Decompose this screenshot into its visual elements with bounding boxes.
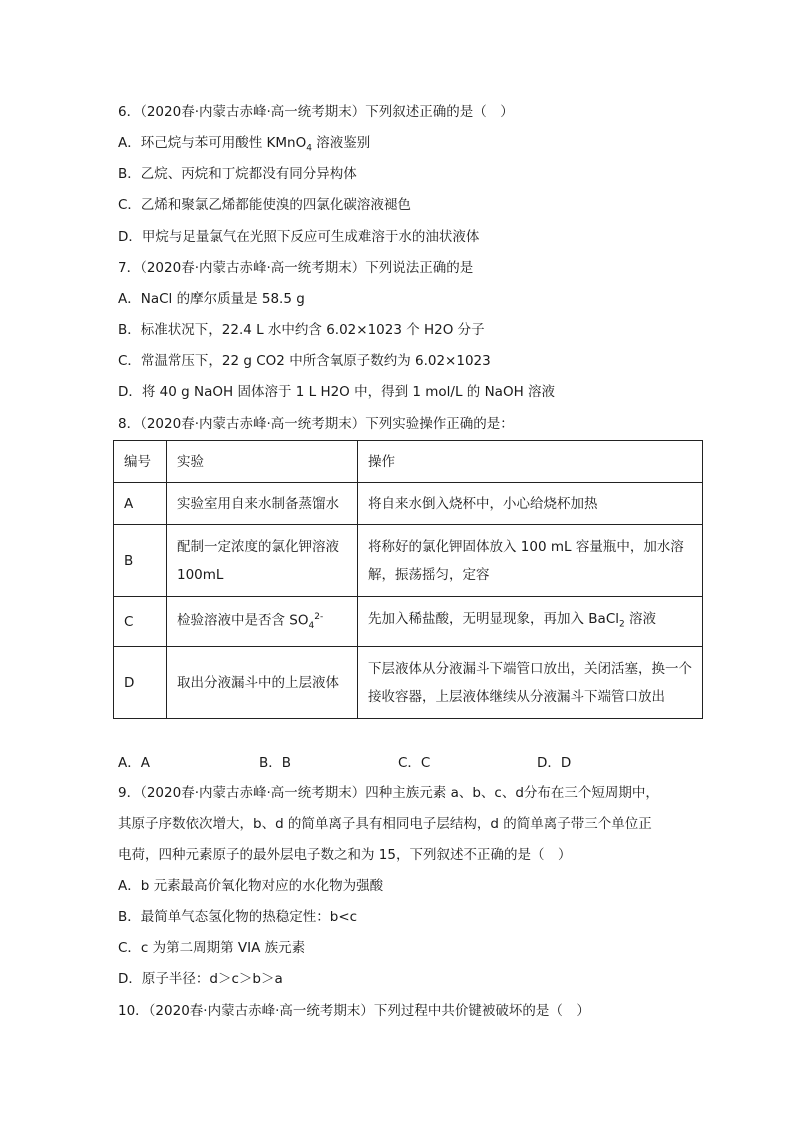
- q9-option-c: C．c 为第二周期第 VIA 族元素: [118, 940, 306, 956]
- q9-option-d: D．原子半径：d＞c＞b＞a: [118, 971, 283, 987]
- q6-option-c: C．乙烯和聚氯乙烯都能使溴的四氯化碳溶液褪色: [118, 197, 411, 213]
- q8-option-a: A．A: [118, 755, 150, 771]
- table-cell-id: D: [114, 647, 167, 719]
- table-cell-op-post: 溶液: [624, 610, 657, 627]
- table-cell-id: B: [114, 525, 167, 597]
- q10-stem: 10．（2020春·内蒙古赤峰·高一统考期末）下列过程中共价键被破坏的是（ ）: [118, 1003, 590, 1019]
- q8-stem: 8．（2020春·内蒙古赤峰·高一统考期末）下列实验操作正确的是：: [118, 416, 514, 432]
- q8-option-b: B．B: [259, 755, 292, 771]
- q6-option-b: B．乙烷、丙烷和丁烷都没有同分异构体: [118, 166, 357, 182]
- table-cell-exp: [167, 597, 358, 647]
- q8-option-c: C．C: [398, 755, 431, 771]
- table-cell-op: 将自来水倒入烧杯中，小心给烧杯加热: [358, 483, 703, 525]
- table-cell-op-pre: 先加入稀盐酸，无明显现象，再加入 BaCl: [368, 610, 620, 627]
- q9-option-b: B．最简单气态氢化物的热稳定性：b<c: [118, 909, 358, 925]
- table-cell-id: C: [114, 597, 167, 647]
- table-cell-op: 下层液体从分液漏斗下端管口放出，关闭活塞，换一个接收容器，上层液体继续从分液漏斗下端管口放出: [358, 647, 703, 719]
- q6-option-a: [118, 133, 370, 159]
- q7-option-d: D．将 40 g NaOH 固体溶于 1 L H2O 中，得到 1 mol/L 的 NaOH 溶液: [118, 384, 556, 400]
- table-row: [114, 483, 703, 525]
- q8-option-d: D．D: [537, 755, 572, 771]
- q9-stem-line3: 电荷，四种元素原子的最外层电子数之和为 15，下列叙述不正确的是（ ）: [118, 847, 572, 863]
- q9-stem-line2: 其原子序数依次增大，b、d 的简单离子具有相同电子层结构，d 的简单离子带三个单位正: [118, 816, 652, 832]
- table-header-row: [114, 441, 703, 483]
- q9-stem-line1: 9．（2020春·内蒙古赤峰·高一统考期末）四种主族元素 a、b、c、d分布在三个短周期中，: [118, 785, 659, 801]
- table-cell-exp-sup: 2-: [314, 612, 324, 622]
- experiment-table: [113, 440, 703, 719]
- q6-option-d: D．甲烷与足量氯气在光照下反应可生成难溶于水的油状液体: [118, 229, 480, 245]
- table-cell-op: [358, 597, 703, 647]
- table-cell-id: A: [114, 483, 167, 525]
- table-header-cell: 编号: [114, 441, 167, 483]
- q7-option-a: A．NaCl 的摩尔质量是 58.5 g: [118, 291, 305, 307]
- q7-option-c: C．常温常压下，22 g CO2 中所含氧原子数约为 6.02×1023: [118, 353, 491, 369]
- q7-stem: 7．（2020春·内蒙古赤峰·高一统考期末）下列说法正确的是: [118, 260, 474, 276]
- table-cell-exp: 配制一定浓度的氯化钾溶液 100mL: [167, 525, 358, 597]
- table-cell-op-sub: 2: [619, 619, 625, 630]
- table-cell-op: 将称好的氯化钾固体放入 100 mL 容量瓶中，加水溶解，振荡摇匀，定容: [358, 525, 703, 597]
- table-cell-exp: 取出分液漏斗中的上层液体: [167, 647, 358, 719]
- q6-option-a-post: 溶液鉴别: [311, 135, 371, 151]
- table-row: [114, 647, 703, 719]
- q7-option-b: B．标准状况下，22.4 L 水中约含 6.02×1023 个 H2O 分子: [118, 322, 485, 338]
- table-cell-exp-sub: 4: [308, 621, 315, 632]
- table-cell-exp: 实验室用自来水制备蒸馏水: [167, 483, 358, 525]
- q6-stem: 6．（2020春·内蒙古赤峰·高一统考期末）下列叙述正确的是（ ）: [118, 104, 514, 120]
- table-header-cell: 操作: [358, 441, 703, 483]
- table-row: [114, 525, 703, 597]
- table-row: [114, 597, 703, 647]
- q6-option-a-pre: A．环己烷与苯可用酸性 KMnO: [118, 135, 307, 151]
- q9-option-a: A．b 元素最高价氧化物对应的水化物为强酸: [118, 878, 384, 894]
- q6-option-a-sub: 4: [306, 143, 312, 154]
- table-cell-exp-pre: 检验溶液中是否含 SO: [177, 612, 309, 629]
- table-header-cell: 实验: [167, 441, 358, 483]
